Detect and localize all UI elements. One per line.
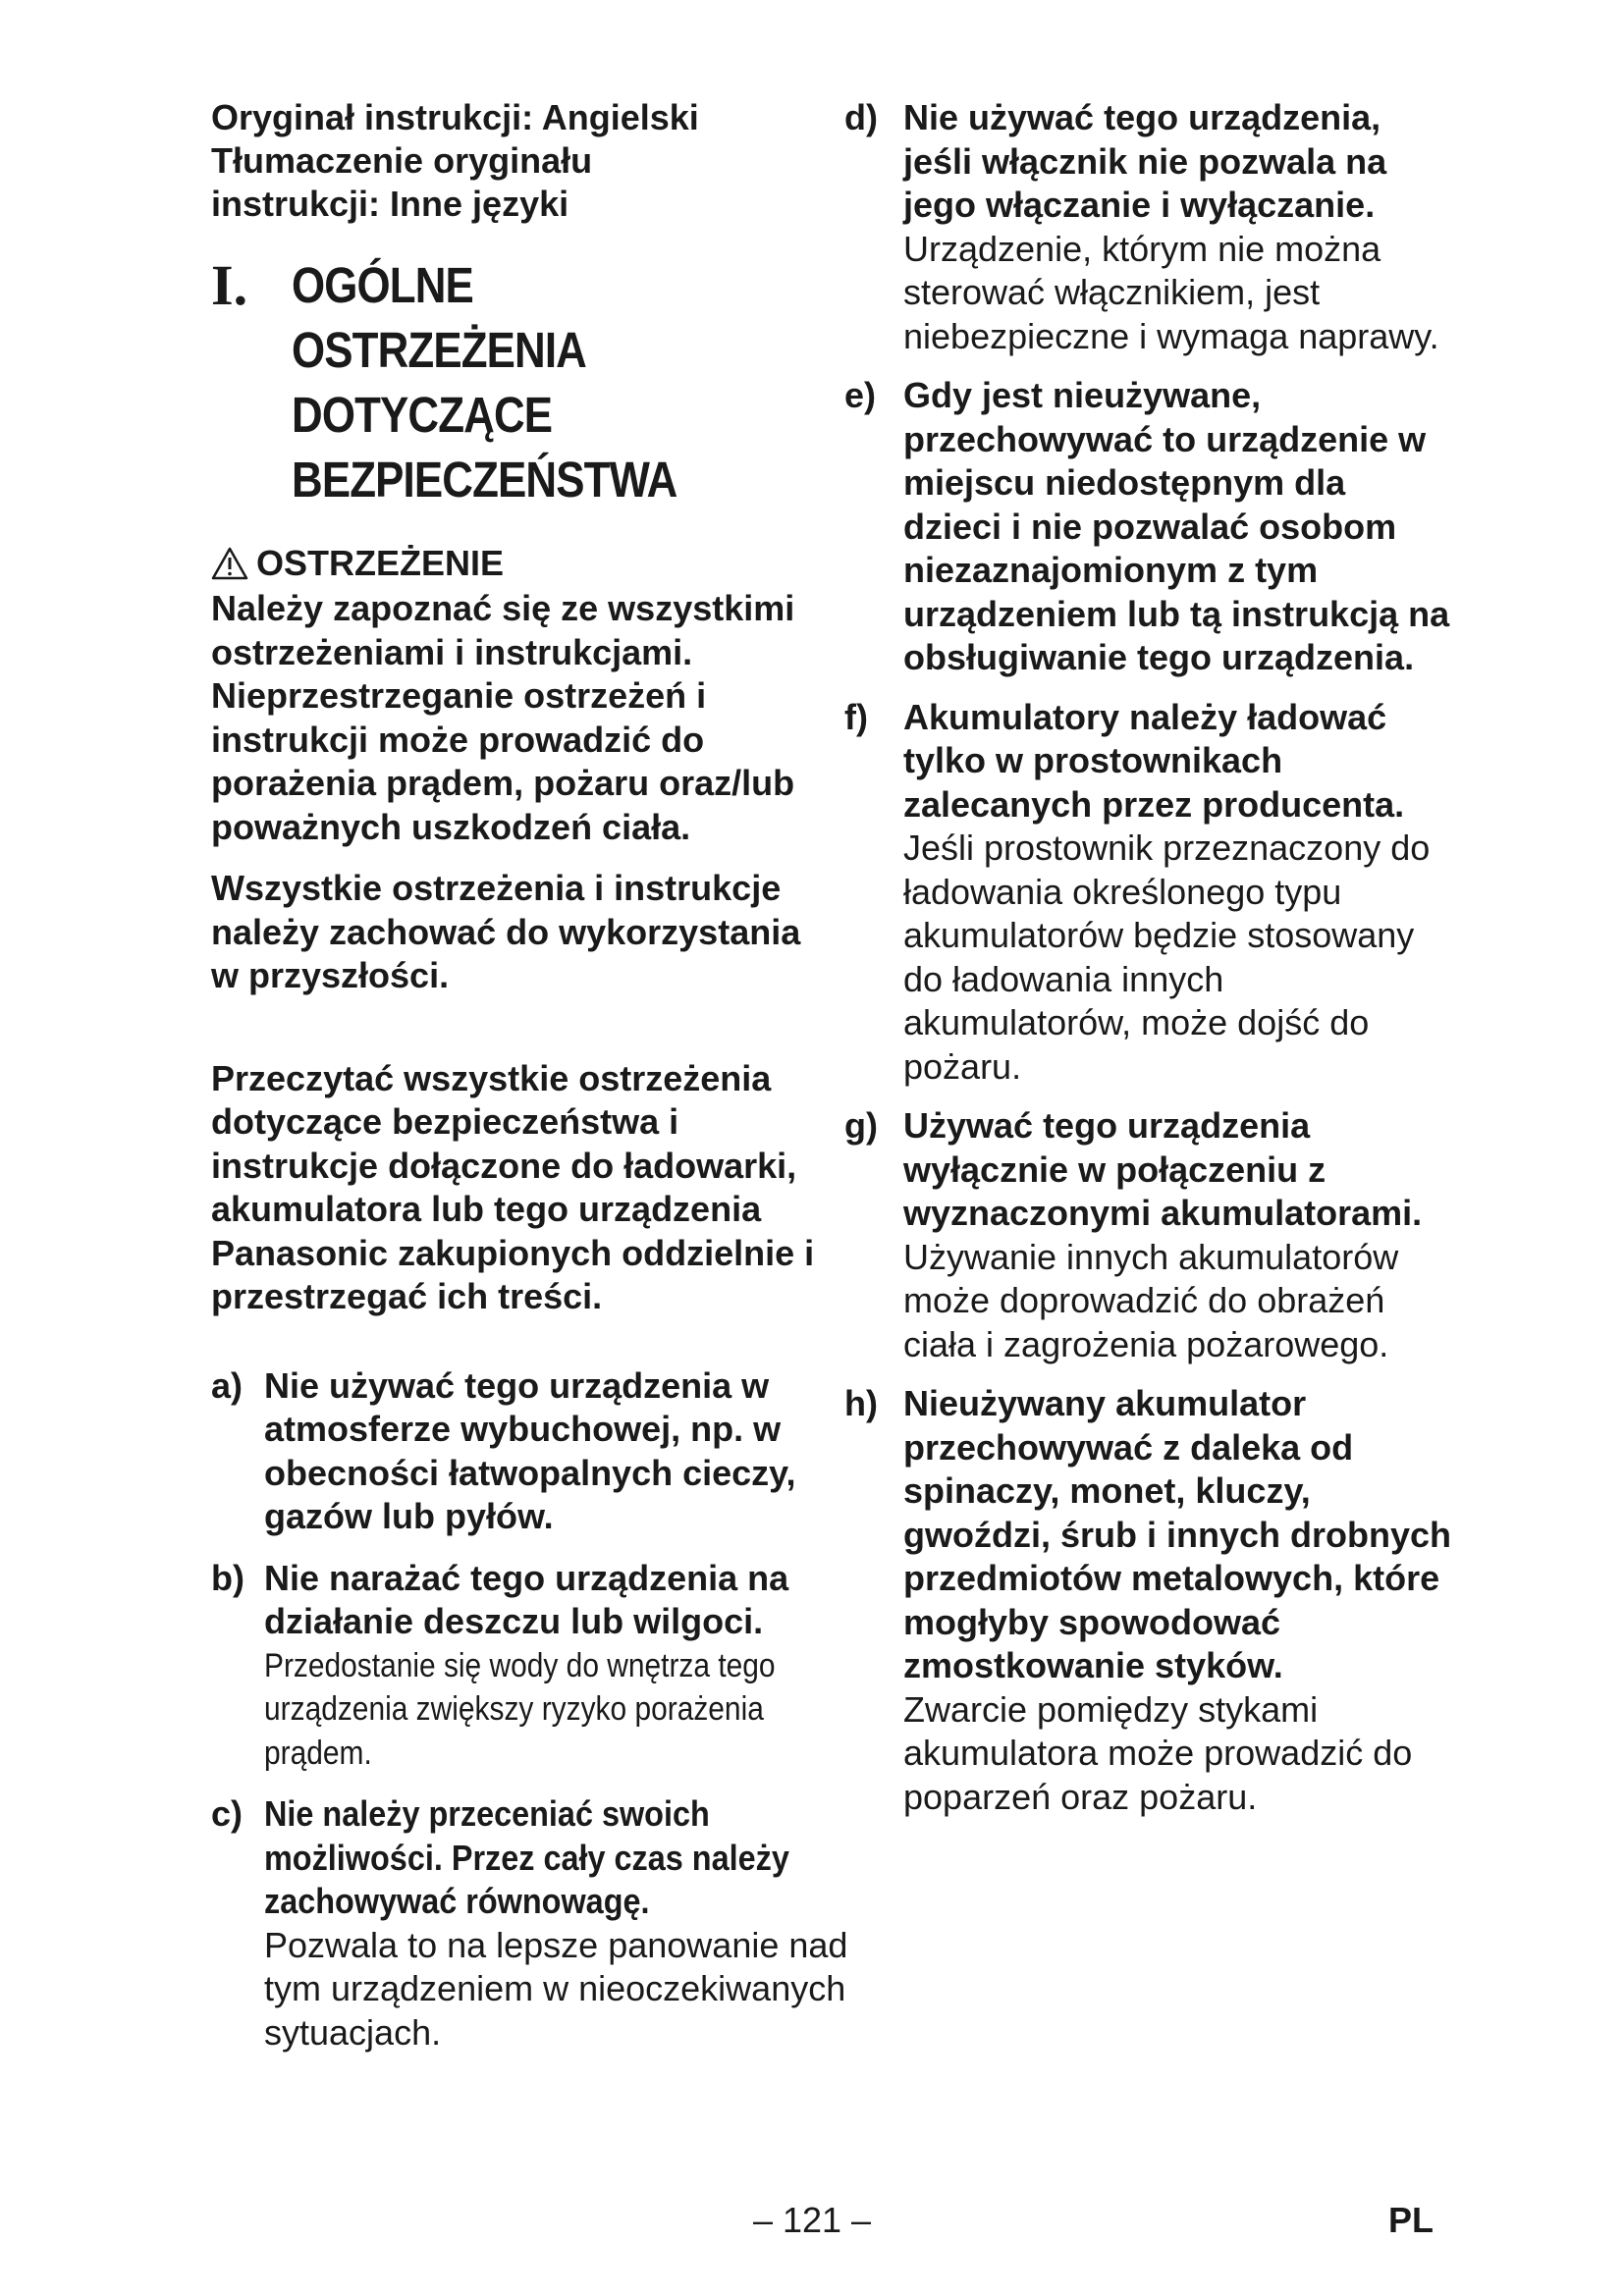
item-body — [264, 1557, 912, 1776]
item-body — [264, 1792, 893, 2055]
item-body — [903, 1382, 1453, 1819]
section-title-line-3: BEZPIECZEŃSTWA — [292, 452, 677, 507]
right-column — [844, 96, 1453, 1819]
item-letter: e) — [844, 375, 877, 415]
language-code: PL — [1388, 2200, 1435, 2240]
item-lead: Nie należy przeceniać swoich możliwości. Przez cały czas należy zachowywać równowagę. — [264, 1793, 789, 1921]
list-item-h — [844, 1382, 1453, 1819]
list-item-a — [211, 1364, 820, 1539]
item-lead: Nie używać tego urządzenia, jeśli włącznik nie pozwala na jego włączanie i wyłączanie. — [903, 97, 1387, 225]
item-description: Urządzenie, którym nie można sterować włącznikiem, jest niebezpieczne i wymaga naprawy. — [903, 228, 1439, 356]
intro-text — [211, 96, 820, 226]
warning-title: OSTRZEŻENIE — [256, 543, 505, 583]
item-letter: a) — [211, 1364, 244, 1406]
item-letter: g) — [844, 1105, 878, 1146]
item-body — [903, 374, 1453, 680]
list-item-e — [844, 374, 1453, 680]
warning-heading — [211, 542, 820, 585]
list-item-g — [844, 1104, 1453, 1366]
list-item-c — [211, 1792, 848, 2055]
item-description: Zwarcie pomiędzy stykami akumulatora może prowadzić do poparzeń oraz pożaru. — [903, 1688, 1413, 1817]
item-lead: Akumulatory należy ładować tylko w prostownikach zalecanych przez producenta. — [903, 696, 1405, 825]
intro-line-2: Tłumaczenie oryginału — [211, 140, 593, 181]
item-letter: d) — [844, 97, 878, 137]
item-description: Używanie innych akumulatorów może doprowadzić do obrażeń ciała i zagrożenia pożarowego. — [903, 1236, 1399, 1364]
section-number: I. — [211, 253, 248, 317]
item-lead: Nieużywany akumulator przechowywać z daleka od spinaczy, monet, kluczy, gwoździ, śrub i innych drobnych przedmiotów metalowych, które mogłyby spowodować zmostkowanie styków. — [903, 1383, 1452, 1685]
item-body — [264, 1364, 820, 1539]
item-description: Przedostanie się wody do wnętrza tego urządzenia zwiększy ryzyko porażenia prądem. — [264, 1646, 776, 1772]
intro-line-3: instrukcji: Inne języki — [211, 184, 569, 224]
item-letter: b) — [211, 1557, 244, 1598]
left-column — [211, 96, 848, 2055]
warning-triangle-icon — [211, 547, 248, 580]
item-body — [903, 696, 1453, 1090]
page-number: – 121 – — [752, 2200, 872, 2240]
item-description: Jeśli prostownik przeznaczony do ładowania określonego typu akumulatorów będzie stosowany do ładowania innych akumulatorów, może dojść do pożaru. — [903, 828, 1431, 1087]
warning-paragraph-2: Wszystkie ostrzeżenia i instrukcje należy zachować do wykorzystania w przyszłości. — [211, 868, 801, 995]
list-item-f — [844, 696, 1453, 1090]
section-title — [292, 253, 746, 512]
item-lead: Nie używać tego urządzenia w atmosferze wybuchowej, np. w obecności łatwopalnych cieczy, gazów lub pyłów. — [264, 1364, 796, 1536]
item-lead: Gdy jest nieużywane, przechowywać to urządzenie w miejscu niedostępnym dla dzieci i nie pozwalać osobom niezaznajomionym z tym urządzeniem lub tą instrukcją na obsługiwanie tego urządzenia. — [903, 375, 1450, 677]
item-letter: f) — [844, 696, 868, 737]
item-lead: Używać tego urządzenia wyłącznie w połączeniu z wyznaczonymi akumulatorami. — [903, 1105, 1423, 1233]
item-letter: c) — [211, 1793, 244, 1834]
list-item-d — [844, 96, 1453, 358]
warning-paragraph-1: Należy zapoznać się ze wszystkimi ostrzeżeniami i instrukcjami. Nieprzestrzeganie ostrzeżeń i instrukcji może prowadzić do porażenia prądem, pożaru oraz/lub poważnych uszkodzeń ciała. — [211, 588, 795, 847]
item-letter: h) — [844, 1383, 878, 1423]
item-description: Pozwala to na lepsze panowanie nad tym urządzeniem w nieoczekiwanych sytuacjach. — [264, 1924, 848, 2053]
list-item-b — [211, 1557, 820, 1776]
warning-paragraph-3: Przeczytać wszystkie ostrzeżenia dotyczące bezpieczeństwa i instrukcje dołączone do ładowarki, akumulatora lub tego urządzenia Panasonic zakupionych oddzielnie i przestrzegać ich treści. — [211, 1057, 815, 1316]
item-lead: Nie narażać tego urządzenia na działanie deszczu lub wilgoci. — [264, 1557, 789, 1641]
section-title-line-1: OGÓLNE OSTRZEŻENIA — [292, 257, 587, 378]
intro-line-1: Oryginał instrukcji: Angielski — [211, 97, 699, 137]
item-body — [903, 1104, 1453, 1366]
section-heading — [211, 253, 820, 512]
item-body — [903, 96, 1453, 358]
section-title-line-2: DOTYCZĄCE — [292, 387, 553, 443]
